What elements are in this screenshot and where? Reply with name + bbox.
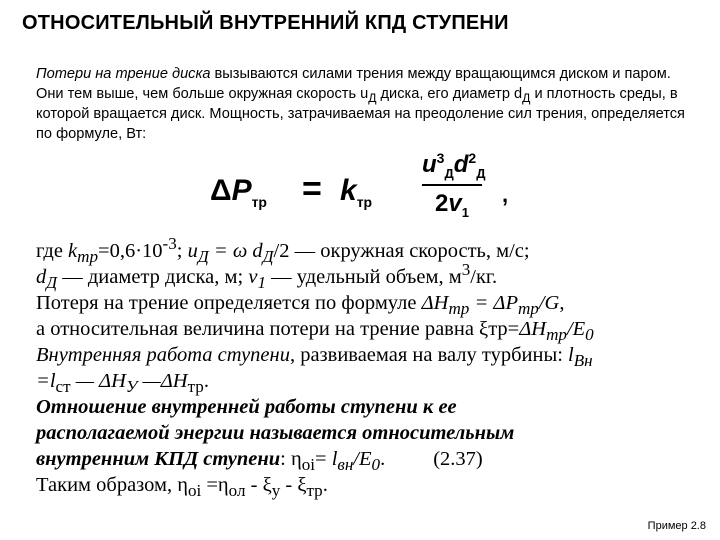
definition-line: внутренним КПД ступени: $\eta_{oi}= l_{вн}/E_0$. (2.37): [36, 448, 483, 475]
friction-loss-formula: [210, 148, 510, 228]
formula-comma: ,: [502, 182, 509, 207]
formula-d-sub: Д: [476, 165, 486, 181]
formula-d: d: [453, 151, 469, 178]
intro-text: и плотность среды, в которой вращается диск. Мощность, затрачиваемая на преодоление сил трения, определяется по формуле, Вт:: [36, 86, 685, 142]
text-line: Потеря на трение определяется по формуле $\Delta H_{тр} = \Delta P_{тр}/G$,: [36, 292, 565, 319]
formula-k: k: [340, 174, 357, 207]
intro-sub: Д: [368, 90, 377, 105]
definition-line: Отношение внутренней работы ступени к ее: [36, 396, 457, 418]
definition-line: располагаемой энергии называется относительным: [36, 422, 515, 444]
text-line: Внутренняя работа ступени, развиваемая на валу турбины: $l_{Вн}$: [36, 344, 593, 371]
formula-v: v: [448, 190, 462, 217]
formula-denominator: [422, 188, 482, 220]
formula-lhs: [210, 174, 267, 208]
intro-sub: Д: [522, 90, 531, 105]
intro-text: диска, его диаметр d: [376, 86, 523, 102]
text-line: $d_Д$ — диаметр диска, м; $v_1$ — удельный объем, $м^3/кг$.: [36, 260, 498, 293]
fraction-bar: [422, 184, 482, 186]
text-line: Таким образом, $\eta_{oi} =\eta_{ол} - \xi_у - \xi_{тр}$.: [36, 474, 328, 501]
intro-paragraph: [36, 64, 686, 144]
equation-number: (2.37): [433, 448, 483, 470]
formula-numerator: [422, 148, 486, 182]
formula-d-sup: 2: [468, 150, 477, 166]
intro-text: вызываются силами трения между вращающимся диском и паром. Они тем выше, чем больше окружная скорость u: [36, 66, 671, 102]
formula-delta: Δ: [210, 174, 232, 207]
formula-u-sup: 3: [436, 150, 445, 166]
explanation-text: [36, 234, 676, 501]
slide-title: ОТНОСИТЕЛЬНЫЙ ВНУТРЕННИЙ КПД СТУПЕНИ: [22, 12, 509, 34]
formula-v-sub: 1: [461, 204, 469, 220]
intro-lead: Потери на трение диска: [36, 66, 211, 82]
formula-u-sub: Д: [444, 165, 454, 181]
formula-k-sub: тр: [356, 194, 373, 210]
formula-two: 2: [435, 190, 449, 217]
formula-p: P: [231, 174, 252, 207]
text-line: а относительная величина потери на трение равна $\xi тр=\Delta H_{тр}/E_0$: [36, 318, 594, 345]
slide-footer: Пример 2.8: [647, 520, 706, 532]
formula-equals: =: [302, 170, 322, 208]
formula-coefficient: [340, 174, 372, 208]
text-line: $=l_{ст}$ — $\Delta H_У$ $—\Delta H_{тр}$.: [36, 370, 209, 397]
formula-lhs-sub: тр: [251, 194, 267, 210]
formula-u: u: [422, 151, 437, 178]
text-line: где $k_{тр}=0,6\cdot 10^{-3}$; $u_Д = \omega$ $d_Д/2$ — окружная скорость, м/с;: [36, 234, 530, 267]
formula-fraction: [422, 148, 486, 220]
